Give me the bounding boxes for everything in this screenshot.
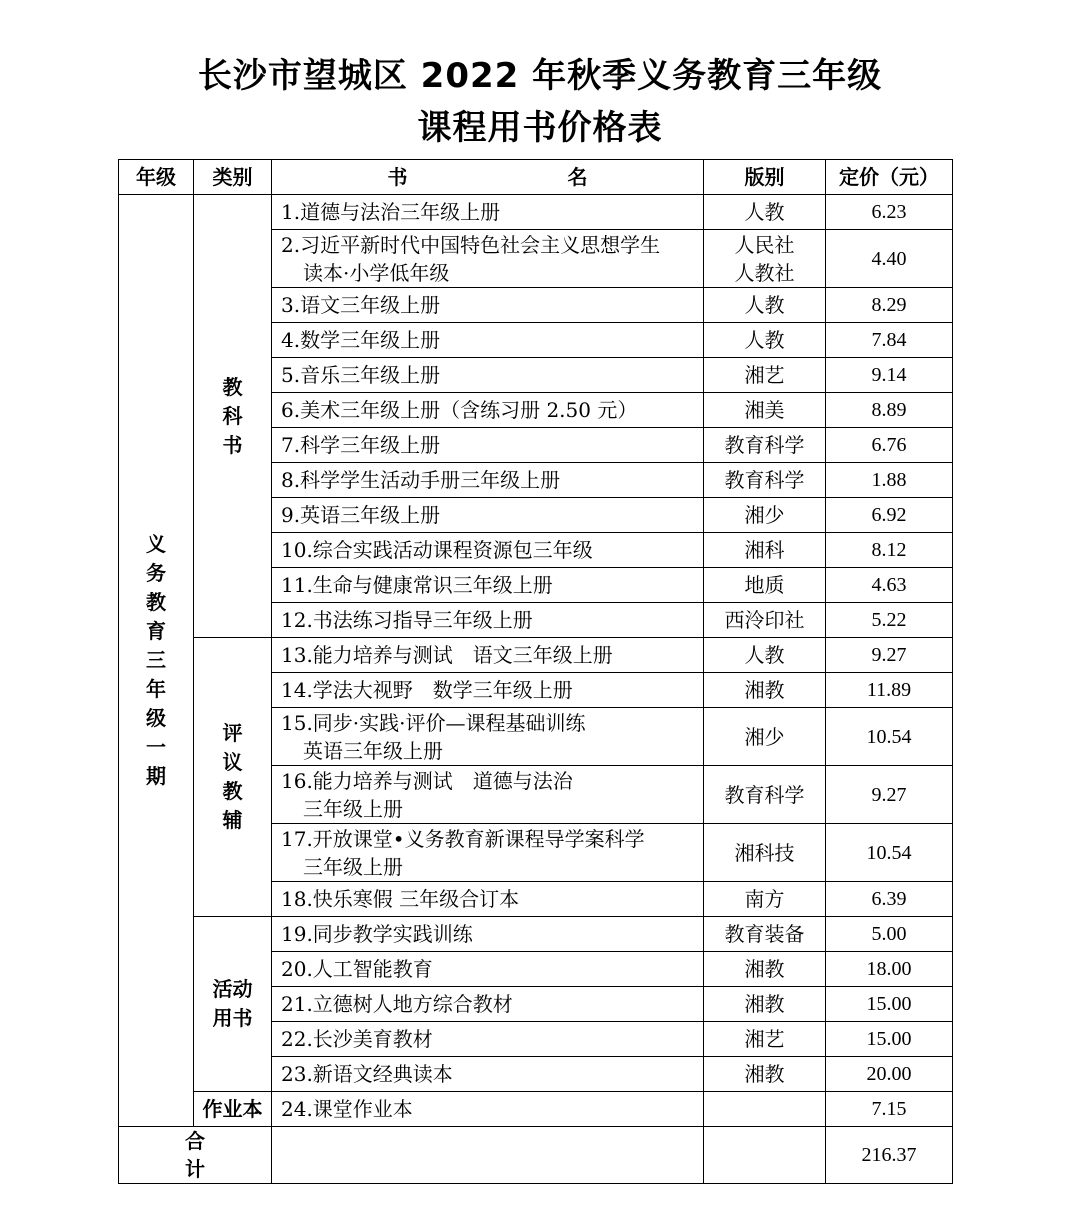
total-empty-edition [704, 1127, 826, 1184]
book-name: 9.英语三年级上册 [272, 498, 704, 533]
book-price: 4.40 [826, 230, 953, 288]
book-name: 18.快乐寒假 三年级合订本 [272, 882, 704, 917]
category-review: 评议教辅 [194, 638, 272, 917]
book-edition: 湘教 [704, 952, 826, 987]
header-grade: 年级 [119, 160, 194, 195]
header-book-name: 书 名 [272, 160, 704, 195]
book-name: 11.生命与健康常识三年级上册 [272, 568, 704, 603]
page-title-line-2: 课程用书价格表 [417, 108, 663, 148]
book-price: 5.22 [826, 603, 953, 638]
book-name: 22.长沙美育教材 [272, 1022, 704, 1057]
book-edition: 西泠印社 [704, 603, 826, 638]
book-price: 6.76 [826, 428, 953, 463]
header-price: 定价（元） [826, 160, 953, 195]
book-price: 8.29 [826, 288, 953, 323]
book-name: 24.课堂作业本 [272, 1092, 704, 1127]
header-category: 类别 [194, 160, 272, 195]
book-name: 5.音乐三年级上册 [272, 358, 704, 393]
total-row [119, 1127, 953, 1184]
category-activity: 活动用书 [194, 917, 272, 1092]
book-name: 16.能力培养与测试 道德与法治 三年级上册 [272, 766, 704, 824]
category-textbook: 教科书 [194, 195, 272, 638]
book-name: 8.科学学生活动手册三年级上册 [272, 463, 704, 498]
table-row [119, 638, 953, 673]
book-edition: 湘美 [704, 393, 826, 428]
book-edition: 湘科 [704, 533, 826, 568]
grade-cell: 义务教育三年级一期 [119, 195, 194, 1127]
header-row [119, 160, 953, 195]
book-name: 23.新语文经典读本 [272, 1057, 704, 1092]
book-edition: 教育科学 [704, 766, 826, 824]
book-edition: 教育科学 [704, 428, 826, 463]
book-edition: 湘科技 [704, 824, 826, 882]
book-name: 17.开放课堂•义务教育新课程导学案科学 三年级上册 [272, 824, 704, 882]
book-edition: 人民社 人教社 [704, 230, 826, 288]
book-name: 15.同步·实践·评价—课程基础训练 英语三年级上册 [272, 708, 704, 766]
book-price: 7.84 [826, 323, 953, 358]
total-empty-name [272, 1127, 704, 1184]
book-price: 10.54 [826, 708, 953, 766]
book-name: 10.综合实践活动课程资源包三年级 [272, 533, 704, 568]
book-price: 18.00 [826, 952, 953, 987]
book-price: 6.92 [826, 498, 953, 533]
book-name: 2.习近平新时代中国特色社会主义思想学生 读本·小学低年级 [272, 230, 704, 288]
book-edition: 湘教 [704, 987, 826, 1022]
book-name: 4.数学三年级上册 [272, 323, 704, 358]
book-name: 6.美术三年级上册（含练习册 2.50 元） [272, 393, 704, 428]
book-name: 7.科学三年级上册 [272, 428, 704, 463]
book-name: 20.人工智能教育 [272, 952, 704, 987]
book-price: 11.89 [826, 673, 953, 708]
book-edition: 湘艺 [704, 358, 826, 393]
book-name: 19.同步教学实践训练 [272, 917, 704, 952]
book-edition: 人教 [704, 323, 826, 358]
book-edition: 教育科学 [704, 463, 826, 498]
book-price: 8.12 [826, 533, 953, 568]
book-name: 1.道德与法治三年级上册 [272, 195, 704, 230]
table-row [119, 917, 953, 952]
book-edition [704, 1092, 826, 1127]
book-price: 4.63 [826, 568, 953, 603]
book-price: 9.27 [826, 638, 953, 673]
book-name: 13.能力培养与测试 语文三年级上册 [272, 638, 704, 673]
book-edition: 人教 [704, 288, 826, 323]
book-name: 21.立德树人地方综合教材 [272, 987, 704, 1022]
book-price: 20.00 [826, 1057, 953, 1092]
total-label: 合计 [119, 1127, 272, 1184]
book-edition: 湘艺 [704, 1022, 826, 1057]
book-price: 7.15 [826, 1092, 953, 1127]
book-name: 14.学法大视野 数学三年级上册 [272, 673, 704, 708]
book-price: 9.14 [826, 358, 953, 393]
book-edition: 南方 [704, 882, 826, 917]
header-edition: 版别 [704, 160, 826, 195]
book-edition: 地质 [704, 568, 826, 603]
total-value: 216.37 [826, 1127, 953, 1184]
book-edition: 湘教 [704, 1057, 826, 1092]
book-price: 6.23 [826, 195, 953, 230]
page-title-line-1: 长沙市望城区 2022 年秋季义务教育三年级 [197, 56, 883, 96]
book-name: 3.语文三年级上册 [272, 288, 704, 323]
book-price: 15.00 [826, 987, 953, 1022]
book-price: 9.27 [826, 766, 953, 824]
book-price: 6.39 [826, 882, 953, 917]
book-price: 10.54 [826, 824, 953, 882]
book-edition: 湘少 [704, 708, 826, 766]
category-homework: 作业本 [194, 1092, 272, 1127]
book-edition: 教育装备 [704, 917, 826, 952]
table-row [119, 195, 953, 230]
table-row [119, 1092, 953, 1127]
book-price: 5.00 [826, 917, 953, 952]
book-price: 15.00 [826, 1022, 953, 1057]
price-table [118, 159, 953, 1184]
book-price: 1.88 [826, 463, 953, 498]
book-edition: 湘少 [704, 498, 826, 533]
book-name: 12.书法练习指导三年级上册 [272, 603, 704, 638]
book-edition: 湘教 [704, 673, 826, 708]
book-price: 8.89 [826, 393, 953, 428]
book-edition: 人教 [704, 195, 826, 230]
book-edition: 人教 [704, 638, 826, 673]
